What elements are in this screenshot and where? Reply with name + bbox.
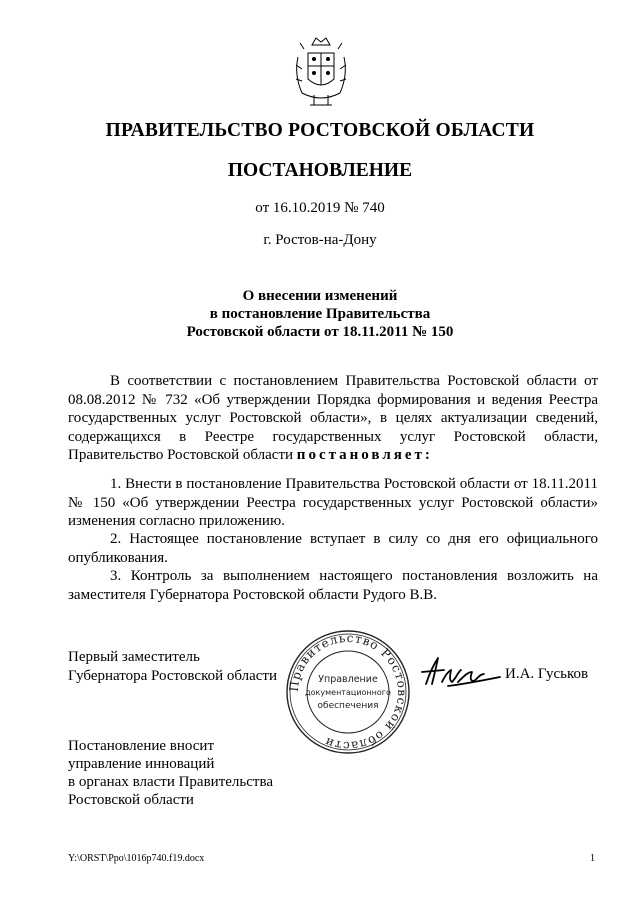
stamp-center-line-1: Управление [318,674,378,685]
submitter-note-line-4: Ростовской области [68,792,194,808]
footer-file-path: Y:\ORST\Ppo\1016p740.f19.docx [68,853,205,864]
submitter-note [68,737,273,809]
footer-page-number: 1 [590,853,595,864]
signatory-position-line-1: Первый заместитель [68,649,200,665]
submitter-note-line-1: Постановление вносит [68,738,215,754]
item-2-paragraph: 2. Настоящее постановление вступает в силу со дня его официального опубликования. [68,531,598,566]
subject-line-1: О внесении изменений [242,288,398,304]
organization-title: ПРАВИТЕЛЬСТВО РОСТОВСКОЙ ОБЛАСТИ [105,120,535,141]
coat-of-arms-icon [290,35,352,107]
stamp-center-line-2: документационного [305,688,391,697]
subject-line-3: Ростовской области от 18.11.2011 № 150 [186,324,454,340]
decree-word: постановляет: [296,447,433,463]
preamble-paragraph [68,372,598,465]
subject-line-2: в постановление Правительства [209,306,431,322]
document-date-number: от 16.10.2019 № 740 [255,200,385,216]
signatory-position [68,648,277,685]
preamble-text: В соответствии с постановлением Правительства Ростовской области от 08.08.2012 № 732 «Об утверждении Порядка формирования и ведения Реестра государственных услуг Ростовской области», в целях актуализации сведений, содержащихся в Реестре государственных услуг Ростовской области, Правительство Ростовской области [68,373,598,463]
stamp-ring-text: Правительство Ростовской области [286,630,410,754]
official-stamp [283,628,413,756]
document-type: ПОСТАНОВЛЕНИЕ [227,160,413,181]
document-subject [0,287,640,341]
document-city: г. Ростов-на-Дону [263,232,377,248]
signatory-position-line-2: Губернатора Ростовской области [68,667,278,684]
item-1-paragraph: 1. Внести в постановление Правительства Ростовской области от 18.11.2011 № 150 «Об утверждении Реестра государственных услуг Ростовской области» изменения согласно приложению. [68,476,598,529]
stamp-center-line-3: обеспечения [317,701,379,711]
handwritten-signature [418,650,503,695]
submitter-note-line-2: управление инноваций [68,756,215,772]
signatory-name: И.А. Гуськов [505,666,589,682]
item-3-paragraph: 3. Контроль за выполнением настоящего постановления возложить на заместителя Губернатора Ростовской области Рудого В.В. [68,568,598,603]
submitter-note-line-3: в органах власти Правительства [68,774,273,790]
